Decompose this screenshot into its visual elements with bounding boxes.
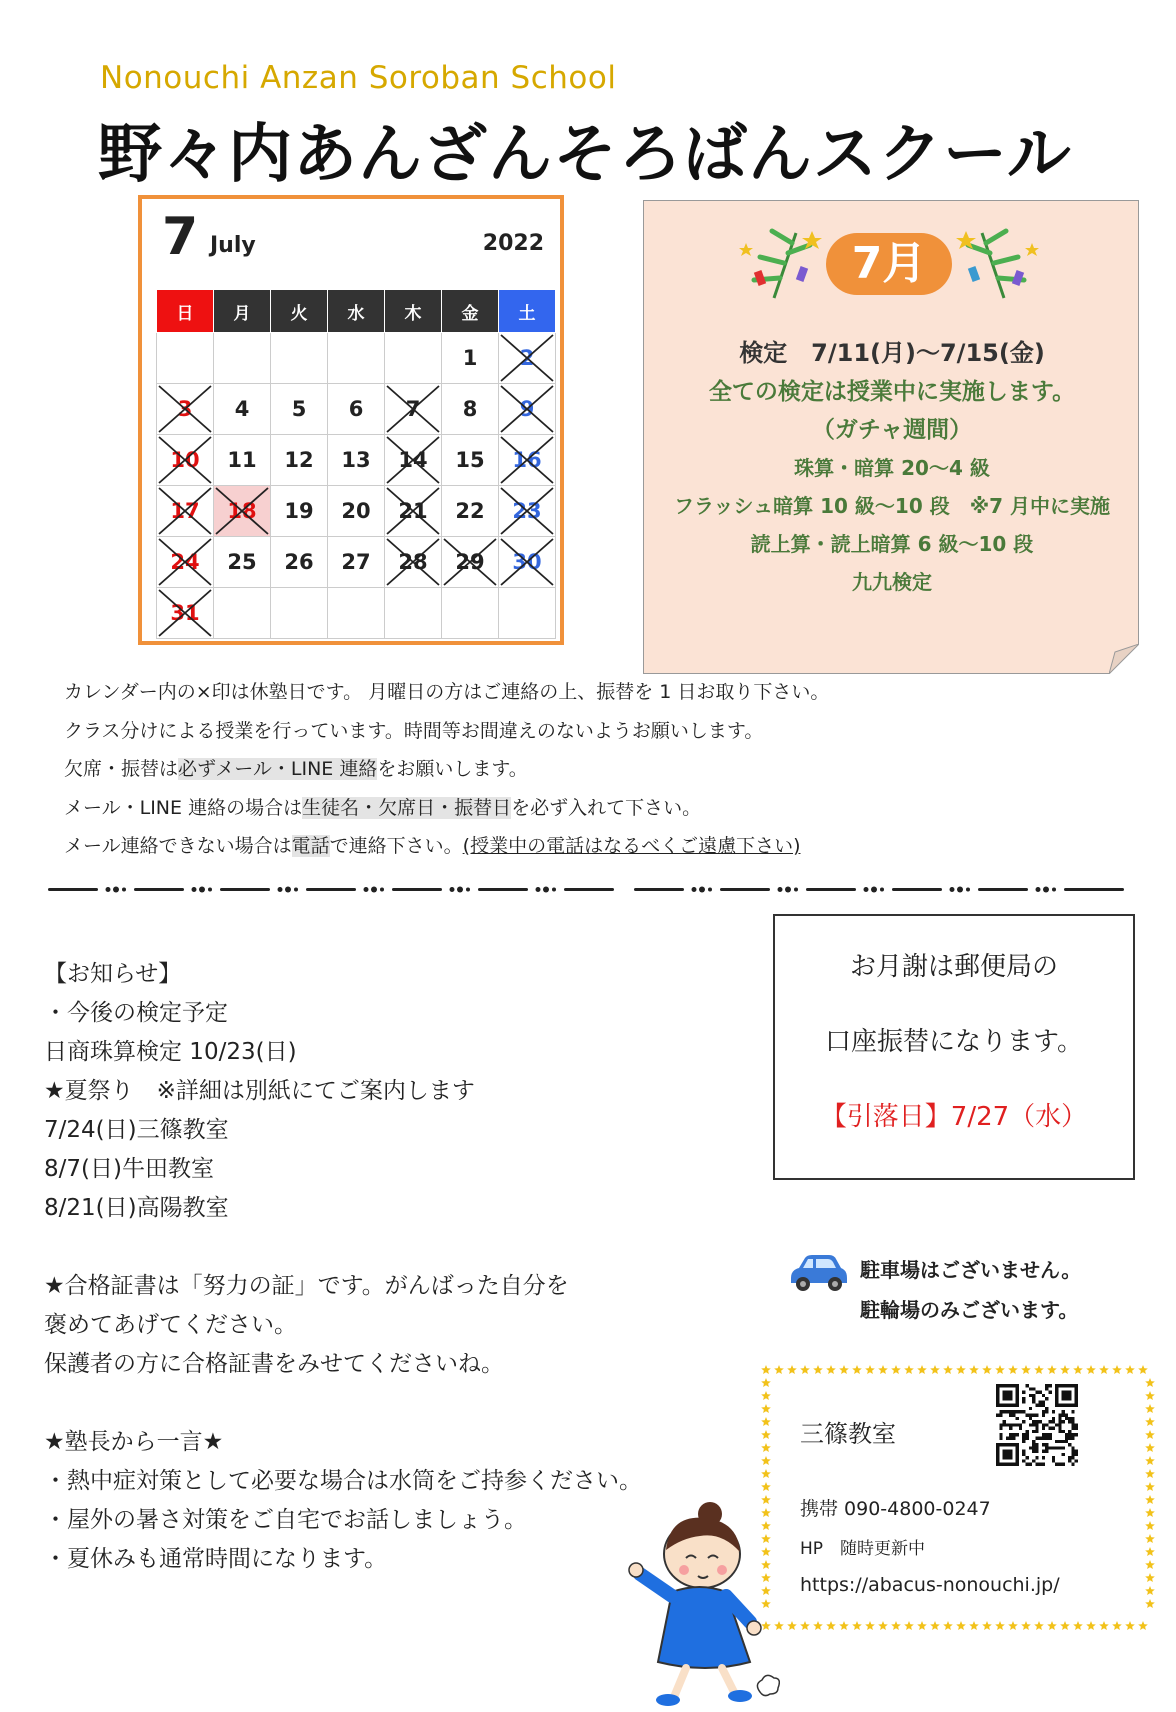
day-number: 19 [284, 499, 314, 523]
calendar-day [442, 537, 499, 588]
notices [64, 673, 829, 866]
calendar-day [214, 333, 271, 384]
calendar-day [442, 333, 499, 384]
calendar [138, 195, 564, 645]
day-number: 27 [341, 550, 371, 574]
bulletin [44, 955, 642, 1579]
day-number: 5 [291, 397, 307, 421]
day-number: 10 [170, 448, 200, 472]
calendar-day [157, 588, 214, 639]
calendar-day [442, 384, 499, 435]
calendar-year: 2022 [482, 231, 544, 256]
bulletin-line: 8/21(日)高陽教室 [44, 1195, 229, 1221]
exam-abacus-mental: 珠算・暗算 20～4 級 [794, 456, 990, 480]
calendar-week [157, 435, 556, 486]
calendar-day [157, 384, 214, 435]
calendar-grid [156, 289, 556, 639]
day-number: 4 [234, 397, 250, 421]
notice-underline: (授業中の電話はなるべくご遠慮下さい) [462, 835, 801, 857]
calendar-day [442, 588, 499, 639]
calendar-day [385, 537, 442, 588]
calendar-day [499, 486, 556, 537]
day-number: 9 [519, 397, 535, 421]
weekday-header: 水 [328, 290, 385, 333]
bulletin-line: 7/24(日)三篠教室 [44, 1117, 229, 1143]
day-number: 31 [170, 601, 200, 625]
tanabata-bamboo-icon [739, 231, 822, 298]
notice-text: を必ず入れて下さい。 [511, 796, 702, 819]
parking-info [860, 1250, 1081, 1330]
calendar-day [499, 435, 556, 486]
classroom-name: 三篠教室 [800, 1420, 896, 1448]
calendar-day [442, 486, 499, 537]
weekday-header: 日 [157, 290, 214, 333]
notice-text: メール連絡できない場合は [64, 835, 292, 857]
exam-details [644, 333, 1140, 601]
calendar-day [499, 333, 556, 384]
bulletin-line: ★夏祭り ※詳細は別紙にてご案内します [44, 1078, 475, 1104]
calendar-week [157, 384, 556, 435]
exam-reading: 読上算・読上暗算 6 級～10 段 [750, 532, 1034, 556]
running-girl-illustration [610, 1492, 780, 1712]
day-number: 30 [512, 550, 542, 574]
weekday-header: 月 [214, 290, 271, 333]
qr-code-icon[interactable] [996, 1384, 1078, 1466]
calendar-day [157, 486, 214, 537]
day-number: 22 [455, 499, 485, 523]
day-number: 3 [177, 397, 193, 421]
day-number: 18 [227, 499, 257, 523]
day-number: 15 [455, 448, 485, 472]
day-number: 24 [170, 550, 200, 574]
calendar-day [271, 384, 328, 435]
spacer [44, 1384, 642, 1423]
withdrawal-date: 【引落日】7/27（水） [820, 1102, 1088, 1132]
calendar-day [214, 537, 271, 588]
calendar-day [271, 435, 328, 486]
day-number: 1 [462, 346, 478, 370]
bulletin-line: 保護者の方に合格証書をみせてくださいね。 [44, 1351, 504, 1377]
calendar-week [157, 486, 556, 537]
calendar-day [157, 537, 214, 588]
calendar-day [328, 384, 385, 435]
day-number: 28 [398, 550, 428, 574]
exam-during-class: 全ての検定は授業中に実施します。 [708, 379, 1076, 405]
parking-line: 駐車場はございません。 [860, 1258, 1082, 1282]
bulletin-line: ・屋外の暑さ対策をご自宅でお話しましょう。 [44, 1507, 527, 1533]
payment-line: 口座振替になります。 [825, 1027, 1083, 1057]
banner-month-label: 7月 [851, 238, 927, 289]
day-number: 25 [227, 550, 257, 574]
day-number: 12 [284, 448, 314, 472]
bulletin-line: ・熱中症対策として必要な場合は水筒をご持参ください。 [44, 1468, 642, 1494]
dust-cloud-icon [757, 1675, 779, 1695]
day-number: 7 [405, 397, 421, 421]
spacer [44, 1228, 642, 1267]
notice-highlight: 電話 [291, 835, 330, 857]
day-number: 16 [512, 448, 542, 472]
calendar-day [442, 435, 499, 486]
calendar-day [214, 486, 271, 537]
notice-line [64, 827, 829, 866]
exam-dates: 検定 7/11(月)～7/15(金) [739, 339, 1045, 367]
day-number: 11 [227, 448, 257, 472]
day-number: 17 [170, 499, 200, 523]
notice-text: をお願いします。 [377, 758, 528, 780]
school-name-japanese: 野々内あんざんそろばんスクール [98, 118, 1072, 192]
calendar-week [157, 333, 556, 384]
bulletin-line: 8/7(日)牛田教室 [44, 1156, 214, 1182]
notice-highlight: 生徒名・欠席日・振替日 [302, 796, 512, 819]
calendar-day [271, 333, 328, 384]
gacha-week: （ガチャ週間） [811, 417, 973, 443]
notice-line: カレンダー内の×印は休塾日です。 月曜日の方はご連絡の上、振替を 1 日お取り下さい。 [64, 681, 830, 703]
calendar-day [214, 435, 271, 486]
notice-line: クラス分けによる授業を行っています。時間等お間違えのないようお願いします。 [64, 719, 764, 742]
calendar-day [328, 486, 385, 537]
bulletin-line: ★塾長から一言★ [44, 1429, 224, 1455]
calendar-week [157, 588, 556, 639]
day-number: 13 [341, 448, 371, 472]
calendar-day [271, 588, 328, 639]
page-curl-icon [1109, 644, 1139, 674]
parking-line: 駐輪場のみございます。 [860, 1298, 1079, 1322]
homepage-note: HP 随時更新中 [800, 1539, 926, 1559]
exam-flash: フラッシュ暗算 10 級～10 段 ※7 月中に実施 [673, 494, 1111, 518]
calendar-day [328, 588, 385, 639]
calendar-day [385, 435, 442, 486]
calendar-day [157, 333, 214, 384]
calendar-day [499, 588, 556, 639]
calendar-day [271, 537, 328, 588]
day-number: 20 [341, 499, 371, 523]
weekday-header: 火 [271, 290, 328, 333]
notice-line [64, 750, 829, 789]
exam-notice-box [643, 200, 1139, 674]
homepage-link[interactable]: https://abacus-nonouchi.jp/ [800, 1574, 1060, 1596]
bulletin-line: 日商珠算検定 10/23(日) [44, 1039, 297, 1065]
bulletin-line: ・夏休みも通常時間になります。 [44, 1546, 388, 1572]
notice-text: 欠席・振替は [64, 758, 179, 780]
calendar-day [214, 384, 271, 435]
contact-card [758, 1362, 1158, 1634]
weekday-header: 金 [442, 290, 499, 333]
tanabata-bamboo-icon [956, 231, 1039, 298]
day-number: 2 [519, 346, 535, 370]
school-name-english: Nonouchi Anzan Soroban School [100, 60, 617, 96]
calendar-week [157, 537, 556, 588]
calendar-day [385, 384, 442, 435]
calendar-day [328, 435, 385, 486]
payment-line: お月謝は郵便局の [849, 952, 1058, 982]
day-number: 6 [348, 397, 364, 421]
payment-box [773, 914, 1135, 1180]
day-number: 29 [455, 550, 485, 574]
notice-highlight: 必ずメール・LINE 連絡 [178, 758, 378, 780]
bulletin-line: ★合格証書は「努力の証」です。がんばった自分を [44, 1273, 569, 1299]
day-number: 26 [284, 550, 314, 574]
calendar-day [385, 588, 442, 639]
calendar-month-name: July [210, 233, 256, 258]
bulletin-line: ・今後の検定予定 [44, 1000, 228, 1026]
day-number: 8 [462, 397, 478, 421]
notice-text: メール・LINE 連絡の場合は [64, 796, 303, 819]
exam-multiplication: 九九検定 [852, 570, 932, 594]
calendar-day [499, 384, 556, 435]
bulletin-line: 褒めてあげてください。 [44, 1312, 297, 1338]
calendar-month-number: 7 [162, 207, 199, 267]
notice-line [64, 789, 829, 828]
calendar-day [157, 435, 214, 486]
calendar-day [385, 333, 442, 384]
calendar-day [328, 333, 385, 384]
calendar-day [499, 537, 556, 588]
phone-number[interactable]: 携帯 090-4800-0247 [800, 1498, 991, 1520]
calendar-day [214, 588, 271, 639]
day-number: 21 [398, 499, 428, 523]
bulletin-line: 【お知らせ】 [44, 961, 182, 987]
day-number: 14 [398, 448, 428, 472]
calendar-day [328, 537, 385, 588]
day-number: 23 [512, 499, 542, 523]
weekday-header: 土 [499, 290, 556, 333]
notice-text: で連絡下さい。 [329, 835, 463, 857]
decorative-divider [48, 883, 1128, 895]
weekday-header: 木 [385, 290, 442, 333]
car-icon [785, 1250, 849, 1294]
calendar-day [271, 486, 328, 537]
calendar-day [385, 486, 442, 537]
